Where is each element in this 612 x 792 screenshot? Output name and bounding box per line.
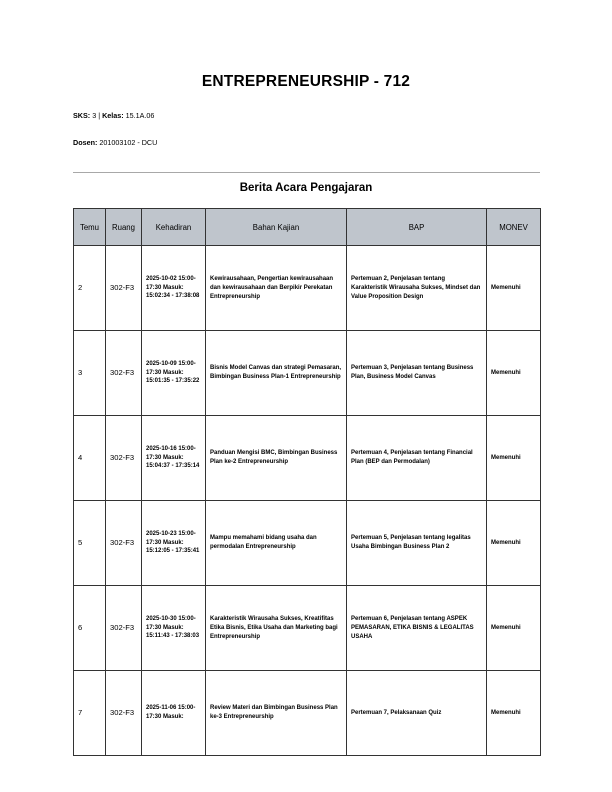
header-bahan-kajian: Bahan Kajian: [206, 209, 347, 246]
cell-bahan-kajian: Review Materi dan Bimbingan Business Plan ke-3 Entrepreneurship: [206, 671, 347, 756]
lecturer-line: [73, 138, 157, 147]
cell-ruang: 302-F3: [106, 501, 142, 586]
cell-kehadiran: 2025-10-02 15:00-17:30 Masuk: 15:02:34 - 17:38:08: [142, 246, 206, 331]
cell-temu: 6: [74, 586, 106, 671]
cell-temu: 3: [74, 331, 106, 416]
cell-temu: 2: [74, 246, 106, 331]
cell-kehadiran: 2025-10-23 15:00-17:30 Masuk: 15:12:05 - 17:35:41: [142, 501, 206, 586]
cell-kehadiran: 2025-10-16 15:00-17:30 Masuk: 15:04:37 - 17:35:14: [142, 416, 206, 501]
cell-kehadiran: 2025-10-09 15:00-17:30 Masuk: 15:01:35 - 17:35:22: [142, 331, 206, 416]
page-title: ENTREPRENEURSHIP - 712: [201, 73, 411, 90]
table-row: [74, 586, 541, 671]
cell-bap: Pertemuan 5, Penjelasan tentang legalitas Usaha Bimbingan Business Plan 2: [347, 501, 487, 586]
table-header-row: [74, 209, 541, 246]
cell-ruang: 302-F3: [106, 416, 142, 501]
cell-monev: Memenuhi: [487, 501, 541, 586]
cell-monev: Memenuhi: [487, 416, 541, 501]
table-row: [74, 331, 541, 416]
header-ruang: Ruang: [106, 209, 142, 246]
cell-bahan-kajian: Panduan Mengisi BMC, Bimbingan Business Plan ke-2 Entrepreneurship: [206, 416, 347, 501]
cell-temu: 5: [74, 501, 106, 586]
cell-bap: Pertemuan 3, Penjelasan tentang Business Plan, Business Model Canvas: [347, 331, 487, 416]
cell-bap: Pertemuan 4, Penjelasan tentang Financial Plan (BEP dan Permodalan): [347, 416, 487, 501]
cell-bap: Pertemuan 7, Pelaksanaan Quiz: [347, 671, 487, 756]
cell-ruang: 302-F3: [106, 671, 142, 756]
cell-bahan-kajian: Bisnis Model Canvas dan strategi Pemasaran, Bimbingan Business Plan-1 Entrepreneurship: [206, 331, 347, 416]
cell-bap: Pertemuan 6, Penjelasan tentang ASPEK PEMASARAN, ETIKA BISNIS & LEGALITAS USAHA: [347, 586, 487, 671]
kelas-label: Kelas:: [102, 111, 124, 120]
cell-monev: Memenuhi: [487, 331, 541, 416]
cell-kehadiran: 2025-11-06 15:00-17:30 Masuk:: [142, 671, 206, 756]
teaching-record-table: [73, 208, 541, 756]
cell-monev: Memenuhi: [487, 586, 541, 671]
cell-monev: Memenuhi: [487, 671, 541, 756]
meta-separator: |: [98, 111, 101, 120]
cell-ruang: 302-F3: [106, 246, 142, 331]
table-row: [74, 671, 541, 756]
table-row: [74, 246, 541, 331]
cell-temu: 4: [74, 416, 106, 501]
cell-temu: 7: [74, 671, 106, 756]
dosen-value: 201003102 - DCU: [99, 138, 158, 147]
sks-label: SKS:: [73, 111, 91, 120]
header-kehadiran: Kehadiran: [142, 209, 206, 246]
cell-ruang: 302-F3: [106, 586, 142, 671]
cell-bahan-kajian: Mampu memahami bidang usaha dan permodalan Entrepreneurship: [206, 501, 347, 586]
divider: [73, 172, 540, 173]
header-monev: MONEV: [487, 209, 541, 246]
kelas-value: 15.1A.06: [125, 111, 155, 120]
table-row: [74, 416, 541, 501]
cell-ruang: 302-F3: [106, 331, 142, 416]
cell-bahan-kajian: Karakteristik Wirausaha Sukses, Kreatifitas Etika Bisnis, Etika Usaha dan Marketing bagi Entrepreneurship: [206, 586, 347, 671]
header-bap: BAP: [347, 209, 487, 246]
sks-value: 3: [92, 111, 97, 120]
table-row: [74, 501, 541, 586]
course-meta-line: [73, 111, 154, 120]
cell-bahan-kajian: Kewirausahaan, Pengertian kewirausahaan dan kewirausahaan dan Berpikir Perekatan Entrepreneurship: [206, 246, 347, 331]
cell-kehadiran: 2025-10-30 15:00-17:30 Masuk: 15:11:43 - 17:38:03: [142, 586, 206, 671]
dosen-label: Dosen:: [73, 138, 98, 147]
section-title: Berita Acara Pengajaran: [239, 182, 373, 194]
cell-bap: Pertemuan 2, Penjelasan tentang Karakteristik Wirausaha Sukses, Mindset dan Value Proposition Design: [347, 246, 487, 331]
header-temu: Temu: [74, 209, 106, 246]
cell-monev: Memenuhi: [487, 246, 541, 331]
